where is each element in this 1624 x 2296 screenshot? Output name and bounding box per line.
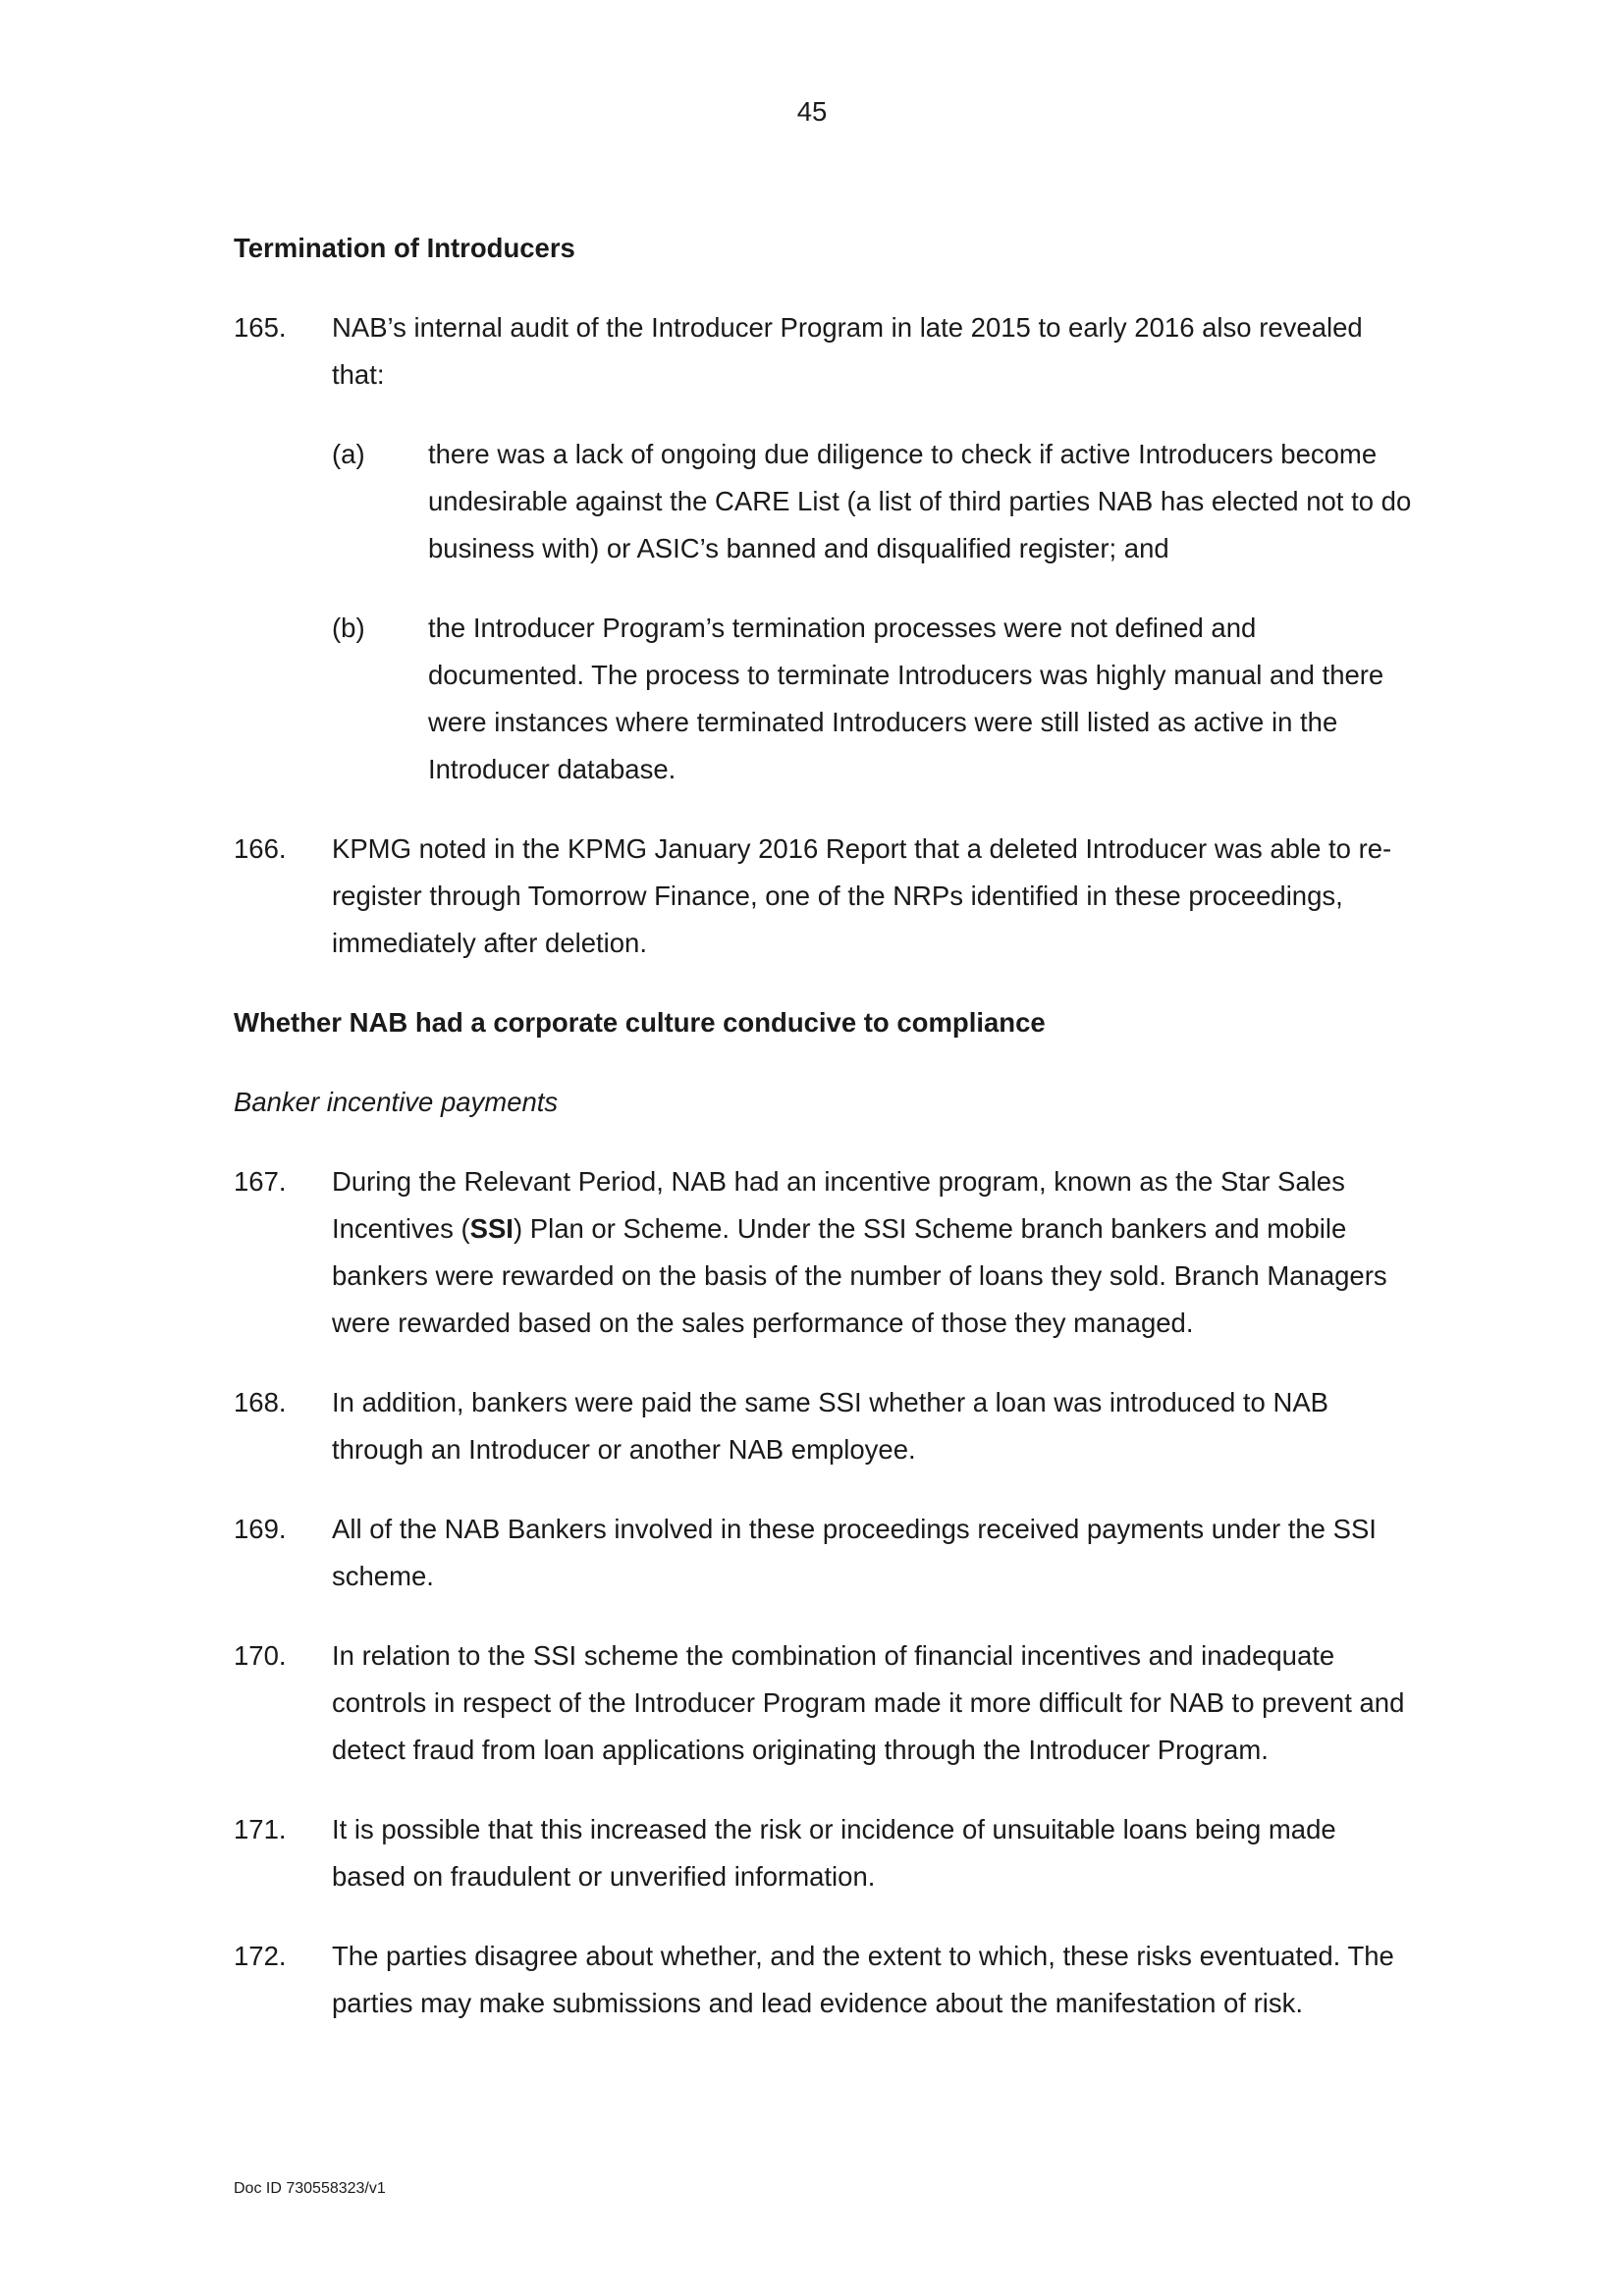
text-after: ) Plan or Scheme. Under the SSI Scheme branch bankers and mobile bankers were rewarded on the basis of the number of loans they sold. Branch Managers were rewarded based on the sales performance of those they managed. [332, 1213, 1387, 1338]
paragraph-body [332, 1806, 1412, 1900]
paragraph-text: KPMG noted in the KPMG January 2016 Report that a deleted Introducer was able to re-register through Tomorrow Finance, one of the NRPs identified in these proceedings, immediately after deletion. [332, 833, 1392, 958]
paragraph-165 [234, 304, 1412, 793]
section-heading-corporate-culture: Whether NAB had a corporate culture conducive to compliance [234, 1007, 1046, 1038]
paragraph-number: 170. [234, 1640, 287, 1671]
paragraph-167 [234, 1158, 1412, 1347]
text-before: During the Relevant Period, NAB had an incentive program, known as the Star Sales Incentives ( [332, 1166, 1345, 1244]
paragraph-number: 168. [234, 1387, 287, 1417]
paragraph-number: 172. [234, 1941, 287, 1971]
paragraph-171 [234, 1806, 1412, 1900]
sub-item-letter: (a) [332, 439, 365, 469]
sub-item-b [332, 605, 1412, 793]
paragraph-number: 171. [234, 1814, 287, 1844]
paragraph-text: All of the NAB Bankers involved in these proceedings received payments under the SSI scheme. [332, 1514, 1377, 1591]
page-content [234, 225, 1412, 2059]
paragraph-170 [234, 1632, 1412, 1774]
paragraph-172 [234, 1933, 1412, 2027]
paragraph-text: It is possible that this increased the risk or incidence of unsuitable loans being made based on fraudulent or unverified information. [332, 1814, 1336, 1892]
paragraph-body [332, 1632, 1412, 1774]
sub-item-letter: (b) [332, 613, 365, 643]
paragraph-168 [234, 1379, 1412, 1473]
sub-item-a [332, 431, 1412, 572]
doc-id-footer: Doc ID 730558323/v1 [234, 2180, 386, 2197]
paragraph-body [332, 304, 1412, 793]
sub-item-text: there was a lack of ongoing due diligence to check if active Introducers become undesirable against the CARE List (a list of third parties NAB has elected not to do business with) or ASIC’s banned and disqualified register; and [428, 439, 1412, 563]
paragraph-number: 169. [234, 1514, 287, 1544]
paragraph-text: The parties disagree about whether, and the extent to which, these risks eventuated. The parties may make submissions and lead evidence about the manifestation of risk. [332, 1941, 1394, 2018]
paragraph-text [332, 1158, 1412, 1347]
paragraph-text: In addition, bankers were paid the same SSI whether a loan was introduced to NAB through an Introducer or another NAB employee. [332, 1387, 1329, 1465]
paragraph-body [332, 1379, 1412, 1473]
paragraph-text: NAB’s internal audit of the Introducer Program in late 2015 to early 2016 also revealed that: [332, 312, 1363, 390]
paragraph-text: In relation to the SSI scheme the combination of financial incentives and inadequate controls in respect of the Introducer Program made it more difficult for NAB to prevent and detect fraud from loan applications originating through the Introducer Program. [332, 1640, 1405, 1765]
paragraph-number: 167. [234, 1166, 287, 1197]
sub-item-text: the Introducer Program’s termination processes were not defined and documented. The process to terminate Introducers was highly manual and there were instances where terminated Introducers were still listed as active in the Introducer database. [428, 613, 1384, 784]
sub-list [332, 431, 1412, 793]
paragraph-body [332, 826, 1412, 967]
page-number: 45 [796, 96, 828, 127]
sub-heading-banker-incentives: Banker incentive payments [234, 1087, 559, 1117]
paragraph-number: 166. [234, 833, 287, 864]
paragraph-body [332, 1506, 1412, 1600]
paragraph-169 [234, 1506, 1412, 1600]
paragraph-166 [234, 826, 1412, 967]
defined-term-ssi: SSI [469, 1213, 514, 1244]
paragraph-body [332, 1158, 1412, 1347]
section-heading-termination: Termination of Introducers [234, 233, 575, 263]
paragraph-body [332, 1933, 1412, 2027]
paragraph-number: 165. [234, 312, 287, 343]
